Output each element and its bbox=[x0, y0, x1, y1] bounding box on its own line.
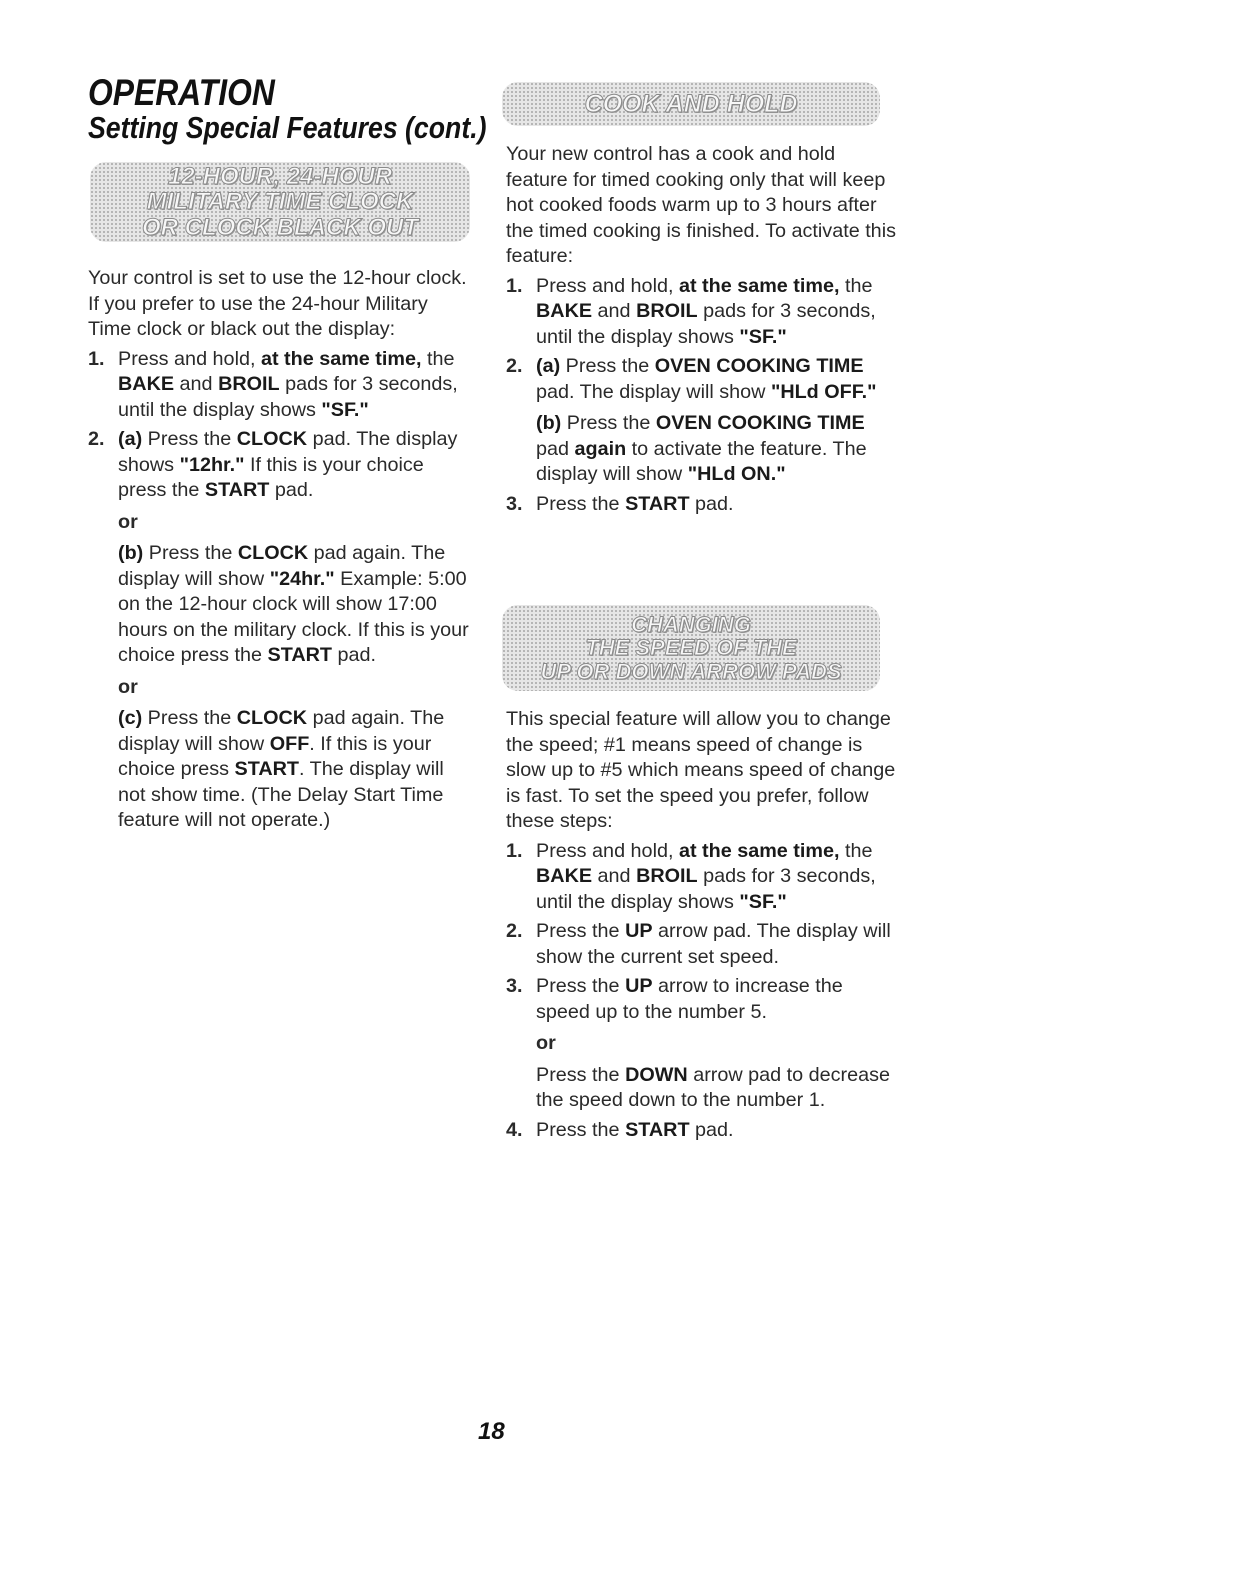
step-text: Press the UP arrow pad. The display will show the current set speed. bbox=[536, 920, 891, 968]
step-text bbox=[118, 427, 473, 834]
cook-hold-step-3 bbox=[506, 492, 896, 518]
step-text: Press and hold, at the same time, the BAKE and BROIL pads for 3 seconds, until the display shows "SF." bbox=[118, 347, 458, 421]
speed-step-1 bbox=[506, 839, 896, 916]
or-label: or bbox=[118, 675, 138, 698]
step-text bbox=[536, 354, 896, 488]
or-label: or bbox=[118, 510, 138, 533]
banner-line: CHANGING bbox=[631, 612, 751, 638]
clock-section-banner bbox=[90, 162, 470, 242]
clock-section bbox=[88, 266, 473, 834]
banner-line: MILITARY TIME CLOCK bbox=[146, 188, 414, 216]
speed-section-banner bbox=[502, 605, 880, 691]
cook-hold-section bbox=[506, 142, 896, 517]
step-number: 2. bbox=[506, 920, 523, 942]
banner-line: THE SPEED OF THE bbox=[585, 635, 797, 661]
clock-step-1 bbox=[88, 347, 473, 424]
step-text: Press the START pad. bbox=[536, 1118, 734, 1141]
step-number: 4. bbox=[506, 1118, 523, 1141]
cook-hold-banner bbox=[502, 82, 880, 126]
banner-line: OR CLOCK BLACK OUT bbox=[142, 213, 418, 241]
speed-step-4 bbox=[506, 1118, 896, 1144]
cook-hold-intro: Your new control has a cook and hold feature for timed cooking only that will keep hot cooked foods warm up to 3 hours after the timed cooking is finished. To activate this feature: bbox=[506, 143, 896, 267]
cook-hold-step-2b: (b) Press the OVEN COOKING TIME pad again to activate the feature. The display will show "HLd ON." bbox=[536, 412, 867, 485]
step-number: 2. bbox=[88, 428, 105, 450]
step-number: 1. bbox=[506, 839, 523, 862]
step-text: Press and hold, at the same time, the BAKE and BROIL pads for 3 seconds, until the display shows "SF." bbox=[536, 839, 876, 913]
step-number: 3. bbox=[506, 492, 523, 515]
step-number: 2. bbox=[506, 355, 523, 377]
step-number: 1. bbox=[506, 274, 523, 297]
banner-line: 12-HOUR, 24-HOUR bbox=[167, 163, 393, 191]
page-title: OPERATION bbox=[88, 72, 275, 113]
banner-line: COOK AND HOLD bbox=[584, 89, 798, 118]
or-label: or bbox=[536, 1032, 556, 1054]
page-subtitle: Setting Special Features (cont.) bbox=[88, 110, 487, 145]
cook-hold-step-1 bbox=[506, 274, 896, 351]
speed-step-2 bbox=[506, 919, 896, 970]
page-number: 18 bbox=[478, 1418, 505, 1445]
cook-hold-step-2 bbox=[506, 354, 896, 488]
speed-intro: This special feature will allow you to change the speed; #1 means speed of change is slow up to #5 which means speed of change is fast. To set the speed you prefer, follow these steps: bbox=[506, 708, 896, 832]
banner-line: UP OR DOWN ARROW PADS bbox=[540, 658, 842, 684]
clock-step-2c: (c) Press the CLOCK pad again. The display will show OFF. If this is your choice press START. The display will not show time. (The Delay Start Time feature will not operate.) bbox=[118, 707, 445, 831]
speed-section bbox=[506, 707, 896, 1143]
step-text: Press the START pad. bbox=[536, 492, 734, 515]
clock-step-2 bbox=[88, 427, 473, 834]
speed-step-3 bbox=[506, 974, 896, 1114]
clock-intro: Your control is set to use the 12-hour clock. If you prefer to use the 24-hour Military Time clock or black out the display: bbox=[88, 267, 467, 340]
clock-step-2b: (b) Press the CLOCK pad again. The display will show "24hr." Example: 5:00 on the 12-hour clock will show 17:00 hours on the military clock. If this is your choice press the START pad. bbox=[118, 542, 469, 666]
step-text: Press and hold, at the same time, the BAKE and BROIL pads for 3 seconds, until the display shows "SF." bbox=[536, 274, 876, 348]
step-number: 3. bbox=[506, 975, 523, 997]
step-number: 1. bbox=[88, 347, 105, 370]
clock-step-2a: (a) Press the CLOCK pad. The display shows "12hr." If this is your choice press the START pad. bbox=[118, 428, 458, 501]
step-text: Press the UP arrow to increase the speed up to the number 5. or Press the DOWN arrow pad to decrease the speed down to the number 1. bbox=[536, 974, 896, 1114]
cook-hold-step-2a: (a) Press the OVEN COOKING TIME pad. The display will show "HLd OFF." bbox=[536, 355, 877, 403]
